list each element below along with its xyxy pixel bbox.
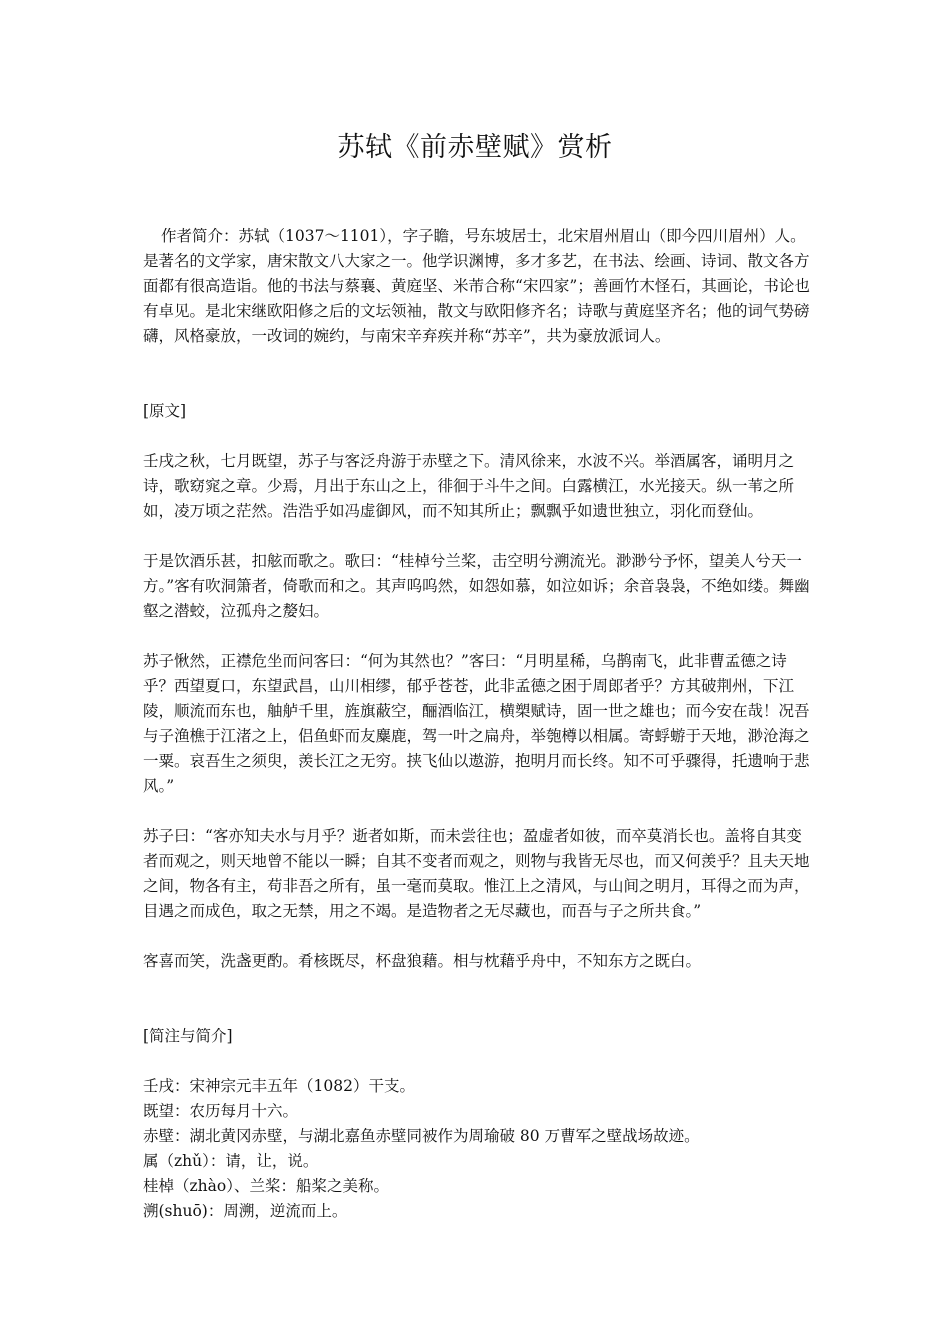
note-item: 既望：农历每月十六。 (143, 1102, 299, 1120)
original-paragraph-2: 于是饮酒乐甚，扣舷而歌之。歌曰：“桂棹兮兰桨，击空明兮溯流光。渺渺兮予怀，望美人兮天一方。”客有吹洞箫者，倚歌而和之。其声呜呜然，如怨如慕，如泣如诉；余音袅袅，不绝如缕。舞幽壑之潜蛟，泣孤舟之嫠妇。 (143, 552, 810, 620)
note-item: 壬戌：宋神宗元丰五年（1082）干支。 (143, 1077, 415, 1095)
original-paragraph-1: 壬戌之秋，七月既望，苏子与客泛舟游于赤壁之下。清风徐来，水波不兴。举酒属客，诵明月之诗，歌窈窕之章。少焉，月出于东山之上，徘徊于斗牛之间。白露横江，水光接天。纵一苇之所如，凌万顷之茫然。浩浩乎如冯虚御风，而不知其所止；飘飘乎如遗世独立，羽化而登仙。 (143, 452, 795, 520)
note-item: 溯(shuō)：周溯，逆流而上。 (143, 1202, 348, 1220)
note-item: 属（zhǔ）：请，让，说。 (143, 1152, 319, 1170)
author-intro: 作者简介：苏轼（1037～1101），字子瞻，号东坡居士，北宋眉州眉山（即今四川眉州）人。是著名的文学家，唐宋散文八大家之一。他学识渊博，多才多艺，在书法、绘画、诗词、散文各方面都有很高造诣。他的书法与蔡襄、黄庭坚、米芾合称“宋四家”；善画竹木怪石，其画论，书论也有卓见。是北宋继欧阳修之后的文坛领袖，散文与欧阳修齐名；诗歌与黄庭坚齐名；他的词气势磅礴，风格豪放，一改词的婉约，与南宋辛弃疾并称“苏辛”，共为豪放派词人。 (143, 227, 810, 345)
original-paragraph-3: 苏子愀然，正襟危坐而问客曰：“何为其然也？”客曰：“月明星稀，乌鹊南飞，此非曹孟德之诗乎？西望夏口，东望武昌，山川相缪，郁乎苍苍，此非孟德之困于周郎者乎？方其破荆州，下江陵，顺流而东也，舳舻千里，旌旗蔽空，酾酒临江，横槊赋诗，固一世之雄也；而今安在哉！况吾与子渔樵于江渚之上，侣鱼虾而友麋鹿，驾一叶之扁舟，举匏樽以相属。寄蜉蝣于天地，渺沧海之一粟。哀吾生之须臾，羡长江之无穷。挟飞仙以遨游，抱明月而长终。知不可乎骤得，托遗响于悲风。” (143, 652, 810, 795)
note-item: 桂棹（zhào）、兰桨：船桨之美称。 (143, 1177, 389, 1195)
document-body (143, 224, 811, 1224)
original-paragraph-5: 客喜而笑，洗盏更酌。肴核既尽，杯盘狼藉。相与枕藉乎舟中，不知东方之既白。 (143, 952, 702, 970)
original-text-heading: [原文] (143, 402, 187, 420)
notes-heading: [简注与简介] (143, 1027, 233, 1045)
note-item: 赤壁：湖北黄冈赤壁，与湖北嘉鱼赤壁同被作为周瑜破 80 万曹军之壁战场故迹。 (143, 1127, 700, 1145)
document-title: 苏轼《前赤壁赋》赏析 (337, 132, 613, 163)
original-paragraph-4: 苏子曰：“客亦知夫水与月乎？逝者如斯，而未尝往也；盈虚者如彼，而卒莫消长也。盖将自其变者而观之，则天地曾不能以一瞬；自其不变者而观之，则物与我皆无尽也，而又何羡乎？且夫天地之间，物各有主，苟非吾之所有，虽一毫而莫取。惟江上之清风，与山间之明月，耳得之而为声，目遇之而成色，取之无禁，用之不竭。是造物者之无尽藏也，而吾与子之所共食。” (143, 827, 810, 920)
